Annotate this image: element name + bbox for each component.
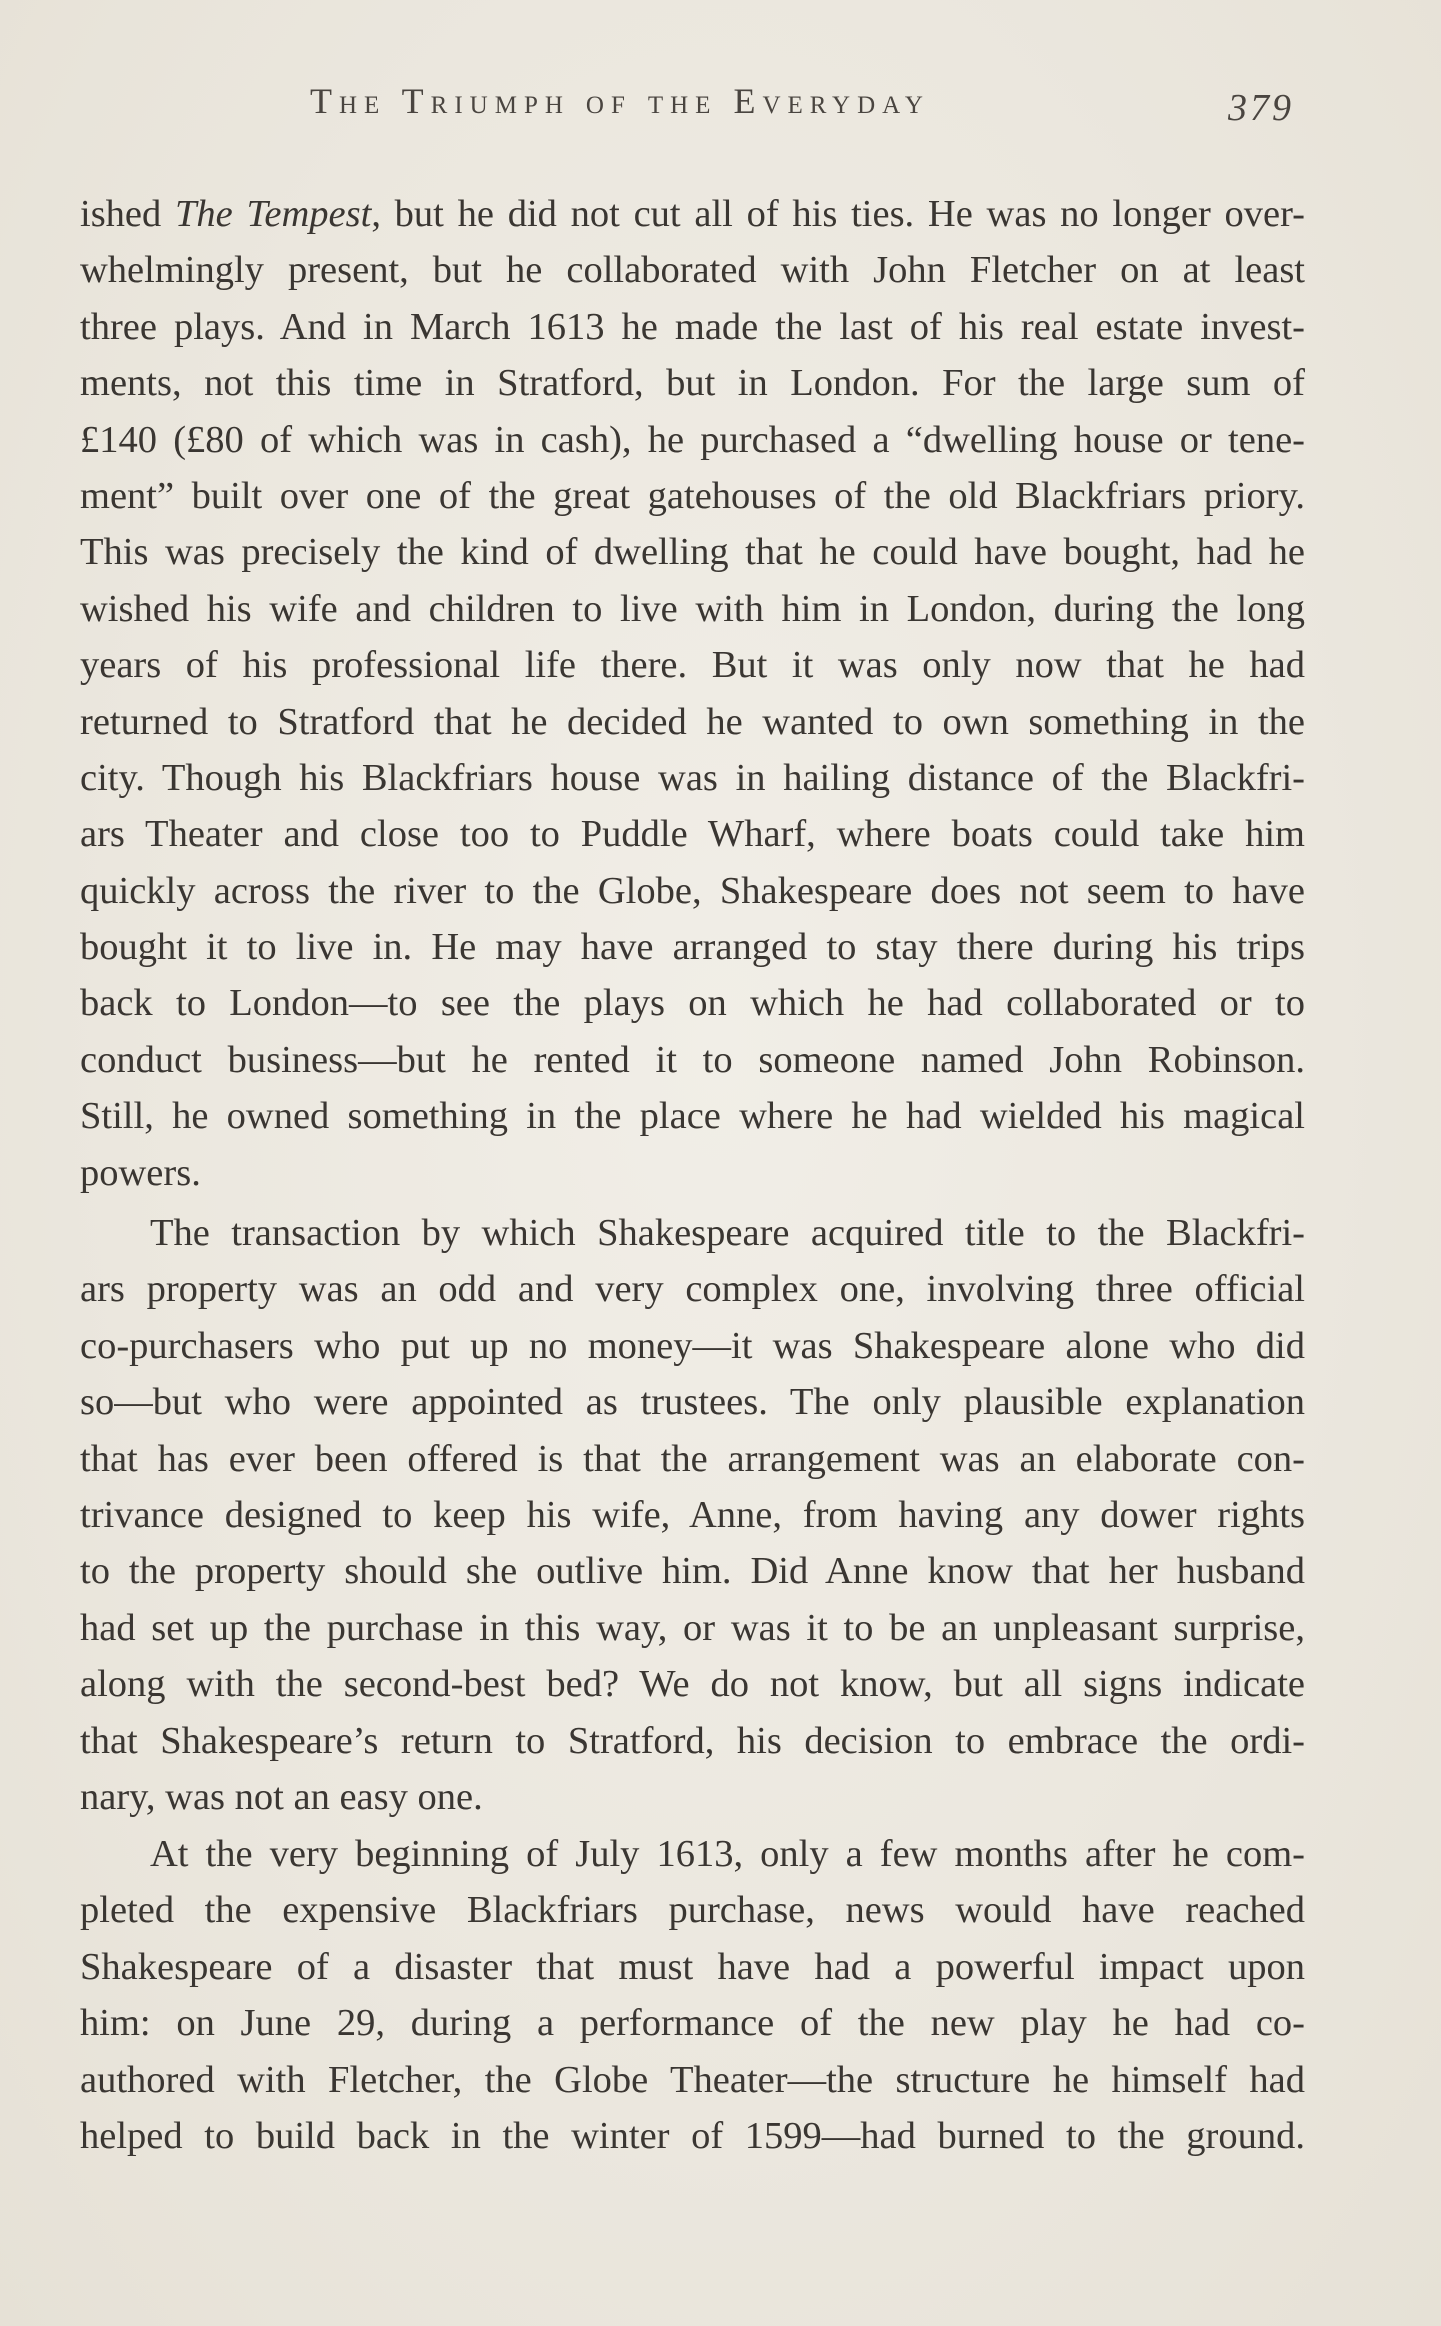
paragraph-3 — [80, 1826, 1305, 2164]
page-number: 379 — [1228, 87, 1294, 129]
text-line: quickly across the river to the Globe, Shakespeare does not seem to have — [80, 869, 1305, 912]
text-line: back to London—to see the plays on which he had collaborated or to — [80, 982, 1305, 1025]
text-line: ars property was an odd and very complex one, involving three official — [80, 1268, 1305, 1311]
text-line: authored with Fletcher, the Globe Theater—the structure he himself had — [80, 2058, 1305, 2101]
text-line: ment” built over one of the great gatehouses of the old Blackfriars priory. — [80, 474, 1305, 517]
text-line: that Shakespeare’s return to Stratford, his decision to embrace the ordi- — [80, 1719, 1305, 1762]
text-line: £140 (£80 of which was in cash), he purchased a “dwelling house or tene- — [80, 418, 1305, 461]
text-line: Still, he owned something in the place where he had wielded his magical — [80, 1095, 1305, 1138]
text-run: ished — [80, 193, 176, 235]
text-line: whelmingly present, but he collaborated with John Fletcher on at least — [80, 249, 1305, 292]
paragraph-1 — [80, 186, 1305, 1201]
text-line: that has ever been offered is that the arrangement was an elaborate con- — [80, 1437, 1305, 1480]
text-line: co-purchasers who put up no money—it was Shakespeare alone who did — [80, 1324, 1305, 1367]
running-head: The Triumph of the Everyday — [310, 81, 930, 121]
text-line: Shakespeare of a disaster that must have had a powerful impact upon — [80, 1945, 1305, 1988]
text-line — [80, 186, 1305, 242]
text-line: helped to build back in the winter of 1599—had burned to the ground. — [80, 2114, 1305, 2157]
text-line: him: on June 29, during a performance of the new play he had co- — [80, 2002, 1305, 2045]
text-line: bought it to live in. He may have arranged to stay there during his trips — [80, 926, 1305, 969]
text-line: ars Theater and close too to Puddle Wharf, where boats could take him — [80, 813, 1305, 856]
text-line: At the very beginning of July 1613, only a few months after he com- — [150, 1833, 1305, 1875]
text-line: trivance designed to keep his wife, Anne, from having any dower rights — [80, 1493, 1305, 1536]
text-line: wished his wife and children to live with him in London, during the long — [80, 587, 1305, 630]
text-line: so—but who were appointed as trustees. The only plausible explanation — [80, 1381, 1305, 1424]
title-italic: The Tempest — [175, 193, 372, 235]
text-line: three plays. And in March 1613 he made the last of his real estate invest- — [80, 305, 1305, 348]
text-line: conduct business—but he rented it to someone named John Robinson. — [80, 1038, 1305, 1081]
text-line: had set up the purchase in this way, or was it to be an unpleasant surprise, — [80, 1606, 1305, 1649]
text-line: city. Though his Blackfriars house was in hailing distance of the Blackfri- — [80, 756, 1305, 799]
text-line: This was precisely the kind of dwelling that he could have bought, had he — [80, 531, 1305, 574]
text-line: The transaction by which Shakespeare acquired title to the Blackfri- — [150, 1212, 1305, 1254]
text-line: years of his professional life there. But it was only now that he had — [80, 644, 1305, 687]
text-run: , but he did not cut all of his ties. He was no longer over- — [371, 193, 1305, 235]
text-line: returned to Stratford that he decided he wanted to own something in the — [80, 700, 1305, 743]
text-line: along with the second-best bed? We do not know, but all signs indicate — [80, 1663, 1305, 1706]
text-line: pleted the expensive Blackfriars purchase, news would have reached — [80, 1889, 1305, 1932]
text-line: to the property should she outlive him. Did Anne know that her husband — [80, 1550, 1305, 1593]
text-line: ments, not this time in Stratford, but in London. For the large sum of — [80, 362, 1305, 405]
text-line: powers. — [80, 1151, 201, 1194]
paragraph-2 — [80, 1205, 1305, 1825]
text-line: nary, was not an easy one. — [80, 1775, 483, 1818]
